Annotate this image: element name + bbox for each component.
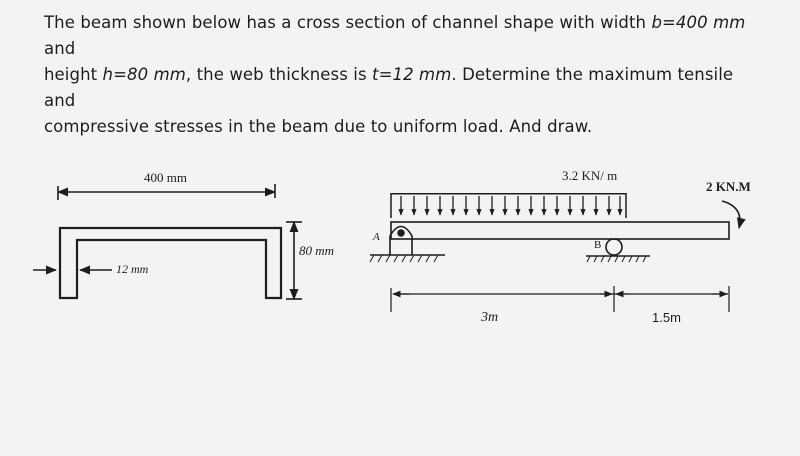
width-dimension-label: 400 mm	[144, 170, 187, 185]
problem-line-3: compressive stresses in the beam due to uniform load. And draw.	[44, 117, 593, 136]
problem-text: and	[44, 39, 76, 58]
moment-arrow	[722, 201, 740, 228]
problem-text: . Determine the maximum tensile and	[44, 65, 734, 110]
height-dimension-label: 80 mm	[299, 243, 335, 258]
support-b-label: B	[594, 239, 602, 251]
width-value: b=400 mm	[651, 13, 746, 32]
moment-label: 2 KN.M	[706, 179, 751, 194]
problem-text: height	[44, 65, 103, 84]
problem-text: , the web thickness is	[185, 65, 373, 84]
distributed-load-top-line	[391, 193, 626, 195]
beam-body	[391, 222, 729, 239]
channel-outline	[60, 228, 281, 298]
channel-cross-section	[33, 184, 302, 299]
distributed-load-label: 3.2 KN/ m	[562, 168, 618, 183]
support-a-pin	[370, 227, 445, 263]
distributed-load-arrows	[401, 196, 620, 215]
thickness-value: t=12 mm	[372, 65, 452, 84]
support-a-label: A	[373, 231, 380, 243]
span-1-label: 3m	[481, 310, 499, 325]
beam-diagram	[370, 193, 740, 312]
span-2-label: 1.5m	[652, 310, 681, 325]
thickness-dimension-label: 12 mm	[116, 262, 149, 276]
height-value: h=80 mm	[102, 65, 186, 84]
problem-text: The beam shown below has a cross section of channel shape with width	[44, 13, 652, 32]
